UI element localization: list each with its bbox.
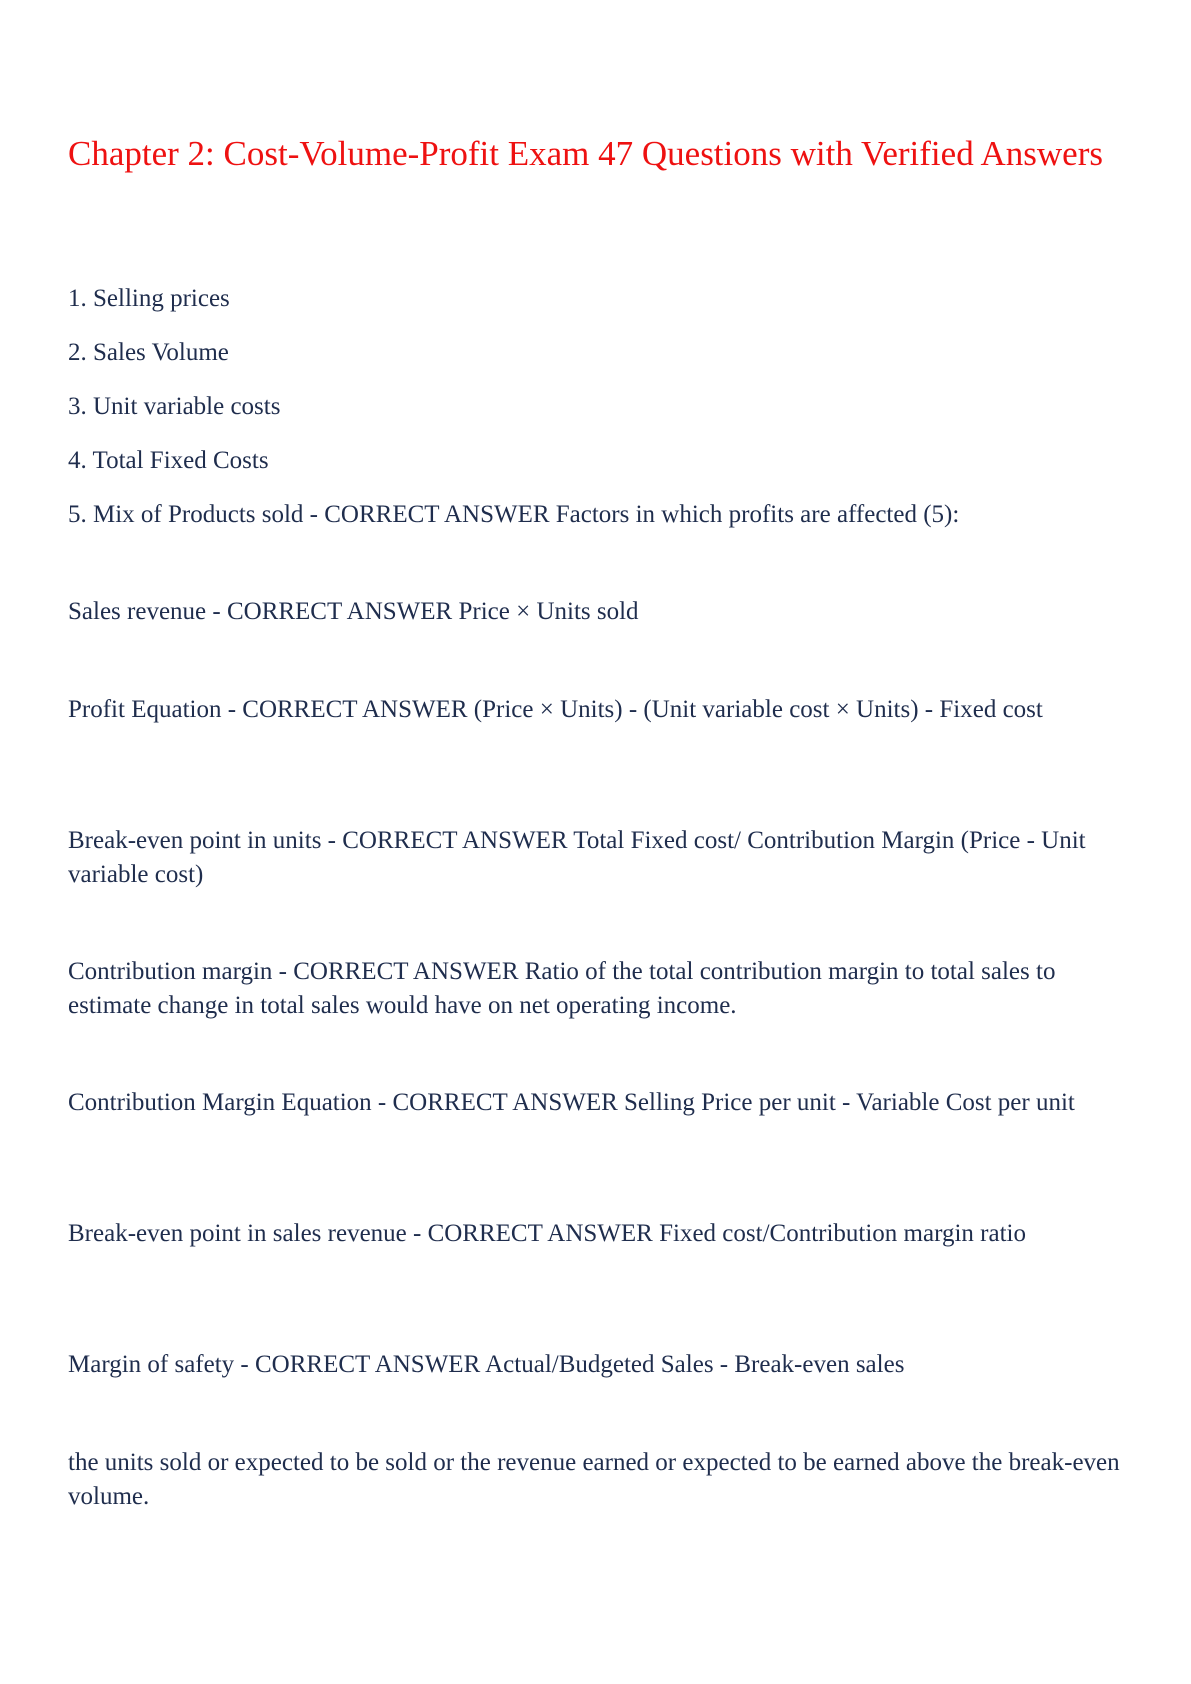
list-item: 3. Unit variable costs (68, 393, 281, 420)
list-item: 1. Selling prices (68, 285, 230, 312)
list-item: 2. Sales Volume (68, 339, 229, 366)
qa-entry: Margin of safety - CORRECT ANSWER Actual/Budgeted Sales - Break-even sales (68, 1351, 905, 1378)
qa-entry: the units sold or expected to be sold or the revenue earned or expected to be earned above the break-even volume. (68, 1449, 1120, 1510)
qa-entry: Break-even point in units - CORRECT ANSWER Total Fixed cost/ Contribution Margin (Price - Unit variable cost) (68, 827, 1086, 888)
qa-entry: Contribution margin - CORRECT ANSWER Ratio of the total contribution margin to total sales to estimate change in total sales would have on net operating income. (68, 958, 1056, 1019)
list-item: 5. Mix of Products sold - CORRECT ANSWER Factors in which profits are affected (5): (68, 501, 960, 528)
list-item: 4. Total Fixed Costs (68, 447, 269, 474)
qa-entry: Profit Equation - CORRECT ANSWER (Price × Units) - (Unit variable cost × Units) - Fixed cost (68, 696, 1043, 723)
document-title: Chapter 2: Cost-Volume-Profit Exam 47 Questions with Verified Answers (68, 134, 1103, 173)
qa-entry: Contribution Margin Equation - CORRECT ANSWER Selling Price per unit - Variable Cost per unit (68, 1089, 1075, 1116)
qa-entry: Sales revenue - CORRECT ANSWER Price × Units sold (68, 598, 639, 625)
qa-entry: Break-even point in sales revenue - CORRECT ANSWER Fixed cost/Contribution margin ratio (68, 1220, 1026, 1247)
